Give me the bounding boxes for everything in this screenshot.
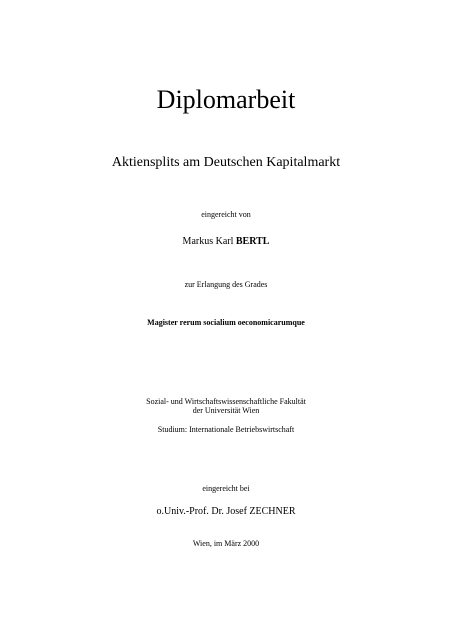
document-title: Diplomarbeit <box>156 85 296 114</box>
study-program: Studium: Internationale Betriebswirtschaft <box>157 425 295 434</box>
author-given-names: Markus Karl <box>182 236 234 247</box>
university-name: der Universität Wien <box>192 406 260 415</box>
faculty-name: Sozial- und Wirtschaftswissenschaftliche Fakultät <box>146 397 306 406</box>
degree-purpose: zur Erlangung des Grades <box>184 280 268 289</box>
author-name <box>0 237 452 247</box>
submitted-by-label: eingereicht von <box>201 210 251 219</box>
place-and-date: Wien, im März 2000 <box>192 539 260 548</box>
advisor-name: o.Univ.-Prof. Dr. Josef ZECHNER <box>156 506 296 517</box>
author-surname: BERTL <box>235 236 270 247</box>
degree-name: Magister rerum socialium oeconomicarumque <box>147 318 305 327</box>
submitted-to-label: eingereicht bei <box>202 484 250 493</box>
document-subtitle: Aktiensplits am Deutschen Kapitalmarkt <box>111 155 341 170</box>
